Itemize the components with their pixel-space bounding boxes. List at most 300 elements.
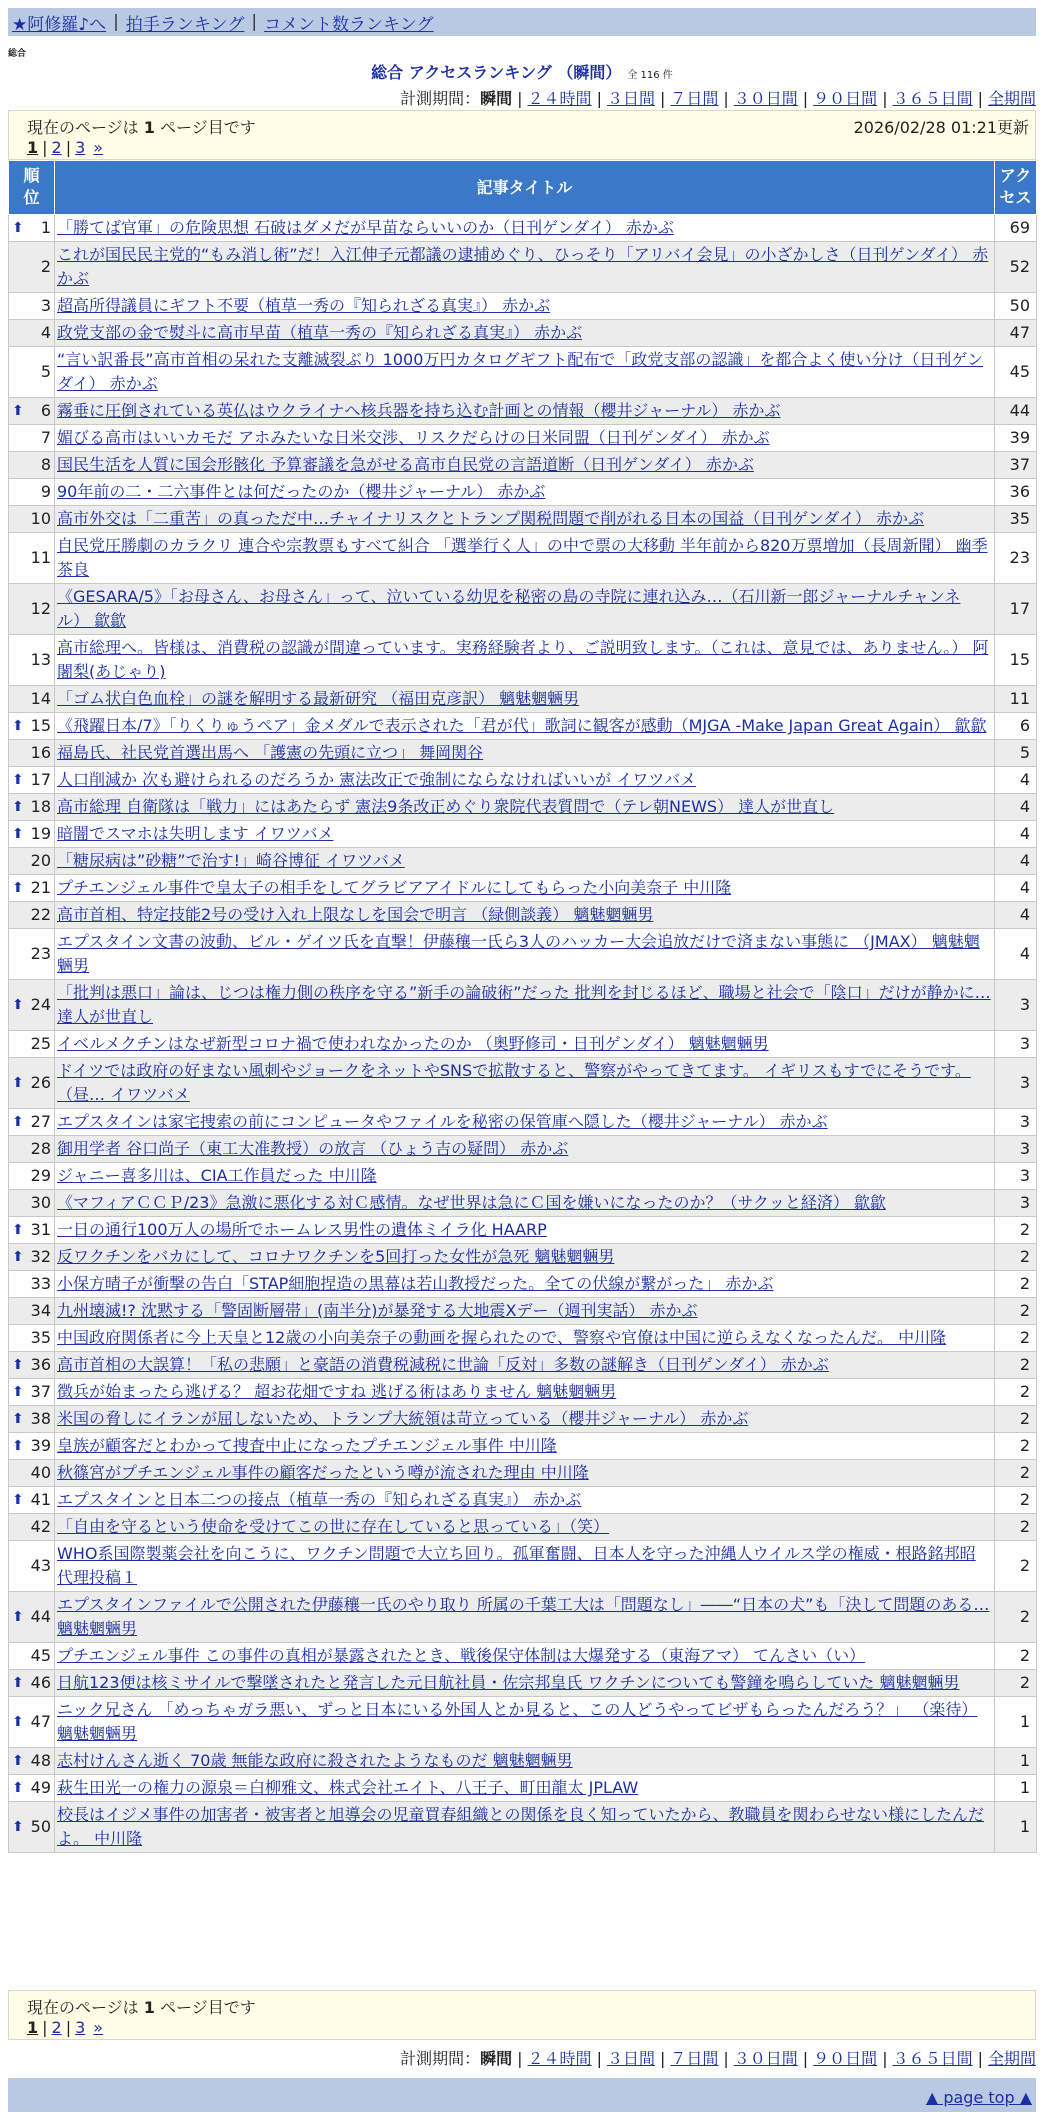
article-link[interactable]: 人口削減か 次も避けられるのだろうか 憲法改正で強制にならなければいいが イワツバメ bbox=[57, 770, 696, 789]
page-link-2[interactable]: 2 bbox=[51, 138, 62, 157]
rank-cell bbox=[9, 635, 55, 686]
article-link[interactable]: 《マフィアＣＣＰ/23》急激に悪化する対Ｃ感情。なぜ世界は急にＣ国を嫌いになったのか？（サクッと経済） 歙歙 bbox=[57, 1193, 886, 1212]
title-cell bbox=[55, 242, 995, 293]
rank-number: 38 bbox=[30, 1409, 51, 1428]
access-count: 3 bbox=[995, 1163, 1037, 1190]
article-link[interactable]: 「批判は悪口」論は、じつは権力側の秩序を守る”新手の論破術”だった 批判を封じるほど、職場と社会で「陰口」だけが静かに… 達人が世直し bbox=[57, 983, 991, 1026]
rank-cell bbox=[9, 506, 55, 533]
rank-number: 4 bbox=[40, 323, 51, 342]
period-link-1[interactable]: ３日間 bbox=[606, 2049, 655, 2068]
article-link[interactable]: 九州壊滅!? 沈黙する「警固断層帯」(南半分)が暴発する大地震Xデー（週刊実話） 赤かぶ bbox=[57, 1301, 698, 1320]
table-row bbox=[9, 506, 1037, 533]
pagination-top: 1 | 2 | 3 » bbox=[27, 138, 104, 157]
access-count: 4 bbox=[995, 794, 1037, 821]
access-count: 3 bbox=[995, 1190, 1037, 1217]
access-count: 4 bbox=[995, 848, 1037, 875]
rank-number: 27 bbox=[30, 1112, 51, 1131]
rank-number: 16 bbox=[30, 743, 51, 762]
period-link-4[interactable]: ９０日間 bbox=[813, 2049, 878, 2068]
title-cell bbox=[55, 398, 995, 425]
rank-cell bbox=[9, 980, 55, 1031]
article-link[interactable]: 秋篠宮がプチエンジェル事件の顧客だったという噂が流された理由 中川隆 bbox=[57, 1463, 589, 1482]
title-cell bbox=[55, 1643, 995, 1670]
title-cell bbox=[55, 821, 995, 848]
title-header: 記事タイトル bbox=[55, 161, 995, 215]
title-cell bbox=[55, 686, 995, 713]
table-row bbox=[9, 584, 1037, 635]
rank-cell bbox=[9, 479, 55, 506]
title-cell bbox=[55, 1352, 995, 1379]
title-cell bbox=[55, 1802, 995, 1853]
article-link[interactable]: 《飛躍日本/7》「りくりゅうペア」金メダルで表示された「君が代」歌詞に観客が感動（MJGA -Make Japan Great Again） 歙歙 bbox=[57, 716, 987, 735]
article-link[interactable]: 高市首相、特定技能2号の受け入れ上限なしを国会で明言 （緑側談義） 魑魅魍魎男 bbox=[57, 905, 654, 924]
table-row bbox=[9, 929, 1037, 980]
article-link[interactable]: プチエンジェル事件で皇太子の相手をしてグラビアアイドルにしてもらった小向美奈子 中川隆 bbox=[57, 878, 732, 897]
rank-cell bbox=[9, 1775, 55, 1802]
access-count: 1 bbox=[995, 1748, 1037, 1775]
access-count: 1 bbox=[995, 1697, 1037, 1748]
current-page: 1 bbox=[27, 2018, 39, 2037]
rank-number: 40 bbox=[30, 1463, 51, 1482]
table-row bbox=[9, 1298, 1037, 1325]
rank-cell bbox=[9, 398, 55, 425]
rank-cell bbox=[9, 1541, 55, 1592]
rank-up-arrow-icon: ⬆ bbox=[12, 826, 24, 842]
page-title-row bbox=[0, 60, 1044, 83]
article-link[interactable]: “言い訳番長”高市首相の呆れた支離滅裂ぶり 1000万円カタログギフト配布で「政党支部の認識」を都合よく使い分け（日刊ゲンダイ） 赤かぶ bbox=[57, 350, 984, 393]
access-count: 3 bbox=[995, 1058, 1037, 1109]
title-cell bbox=[55, 1487, 995, 1514]
rank-number: 6 bbox=[40, 401, 51, 420]
rank-number: 21 bbox=[30, 878, 51, 897]
rank-up-arrow-icon: ⬆ bbox=[12, 1609, 24, 1625]
rank-cell bbox=[9, 1325, 55, 1352]
table-row bbox=[9, 794, 1037, 821]
article-link[interactable]: 高市首相の大誤算！「私の悲願」と豪語の消費税減税に世論「反対」多数の謎解き（日刊ゲンダイ） 赤かぶ bbox=[57, 1355, 829, 1374]
access-count: 2 bbox=[995, 1271, 1037, 1298]
title-cell bbox=[55, 347, 995, 398]
table-row bbox=[9, 347, 1037, 398]
section-label: 総合 bbox=[8, 49, 27, 59]
rank-cell bbox=[9, 848, 55, 875]
article-link[interactable]: 福島氏、社民党首選出馬へ 「護憲の先頭に立つ」 舞岡関谷 bbox=[57, 743, 484, 762]
article-link[interactable]: 「自由を守るという使命を受けてこの世に存在していると思っている」（笑） bbox=[57, 1517, 610, 1536]
article-link[interactable]: エプスタインは家宅捜索の前にコンピュータやファイルを秘密の保管庫へ隠した（櫻井ジャーナル） 赤かぶ bbox=[57, 1112, 828, 1131]
access-count: 2 bbox=[995, 1379, 1037, 1406]
rank-up-arrow-icon: ⬆ bbox=[12, 1675, 24, 1691]
period-link-2[interactable]: ７日間 bbox=[670, 2049, 719, 2068]
rank-up-arrow-icon: ⬆ bbox=[12, 403, 24, 419]
ranking-table bbox=[8, 160, 1037, 1853]
footer-bar bbox=[8, 2078, 1036, 2112]
access-count: 52 bbox=[995, 242, 1037, 293]
title-cell bbox=[55, 584, 995, 635]
period-link-6[interactable]: 全期間 bbox=[987, 2049, 1036, 2068]
article-link[interactable]: これが国民民主党的“もみ消し術”だ！入江伸子元都議の逮捕めぐり、ひっそり「アリバイ会見」の小ざかしさ（日刊ゲンダイ） 赤かぶ bbox=[57, 245, 989, 288]
rank-number: 10 bbox=[30, 509, 51, 528]
table-row bbox=[9, 1592, 1037, 1643]
table-row bbox=[9, 1244, 1037, 1271]
rank-cell bbox=[9, 1271, 55, 1298]
access-count: 45 bbox=[995, 347, 1037, 398]
period-link-4[interactable]: ９０日間 bbox=[813, 89, 878, 108]
article-link[interactable]: 一日の通行100万人の場所でホームレス男性の遺体ミイラ化 HAARP bbox=[57, 1220, 547, 1239]
period-link-0[interactable]: ２４時間 bbox=[527, 2049, 592, 2068]
rank-cell bbox=[9, 1670, 55, 1697]
access-count: 1 bbox=[995, 1802, 1037, 1853]
rank-number: 29 bbox=[30, 1166, 51, 1185]
article-link[interactable]: 志村けんさん逝く 70歳 無能な政府に殺されたようなものだ 魑魅魍魎男 bbox=[57, 1751, 573, 1770]
rank-cell bbox=[9, 1487, 55, 1514]
rank-number: 41 bbox=[30, 1490, 51, 1509]
update-timestamp: 2026/02/28 01:21更新 bbox=[853, 118, 1029, 137]
access-count: 2 bbox=[995, 1460, 1037, 1487]
article-link[interactable]: 霧垂に圧倒されている英仏はウクライナへ核兵器を持ち込む計画との情報（櫻井ジャーナル） 赤かぶ bbox=[57, 401, 781, 420]
title-cell bbox=[55, 452, 995, 479]
page-info-bottom bbox=[8, 1990, 1036, 2040]
rank-up-arrow-icon: ⬆ bbox=[12, 1714, 24, 1730]
rank-number: 45 bbox=[30, 1646, 51, 1665]
article-link[interactable]: 萩生田光一の権力の源泉＝白柳雅文、株式会社エイト、八王子、町田龍太 JPLAW bbox=[57, 1778, 639, 1797]
table-row bbox=[9, 1031, 1037, 1058]
rank-number: 12 bbox=[30, 599, 51, 618]
next-page-link[interactable]: » bbox=[93, 2018, 104, 2037]
rank-number: 42 bbox=[30, 1517, 51, 1536]
access-count: 1 bbox=[995, 1775, 1037, 1802]
rank-up-arrow-icon: ⬆ bbox=[12, 880, 24, 896]
rank-cell bbox=[9, 1190, 55, 1217]
title-cell bbox=[55, 1325, 995, 1352]
table-row bbox=[9, 1190, 1037, 1217]
rank-number: 44 bbox=[30, 1607, 51, 1626]
page-link-3[interactable]: 3 bbox=[75, 2018, 86, 2037]
period-label: 計測期間： bbox=[400, 2049, 481, 2068]
rank-number: 2 bbox=[40, 257, 51, 276]
table-row bbox=[9, 1352, 1037, 1379]
page-info-text: 現在のページは 1 ページ目です bbox=[27, 118, 256, 137]
access-count: 2 bbox=[995, 1514, 1037, 1541]
access-count: 2 bbox=[995, 1217, 1037, 1244]
article-link[interactable]: エプスタインと日本二つの接点（植草一秀の『知られざる真実』） 赤かぶ bbox=[57, 1490, 582, 1509]
article-link[interactable]: 《GESARA/5》「お母さん、お母さん」って、泣いている幼児を秘密の島の寺院に連れ込み…（石川新一郎ジャーナルチャンネル） 歙歙 bbox=[57, 587, 961, 630]
access-count: 35 bbox=[995, 506, 1037, 533]
article-link[interactable]: 反ワクチンをバカにして、コロナワクチンを5回打った女性が急死 魑魅魍魎男 bbox=[57, 1247, 615, 1266]
period-selector-top: 計測期間：瞬間 | ２４時間 | ３日間 | ７日間 | ３０日間 | ９０日間 | ３６５日間 | 全期間 bbox=[400, 89, 1036, 108]
table-row bbox=[9, 1433, 1037, 1460]
article-link[interactable]: 政党支部の金で熨斗に高市早苗（植草一秀の『知られざる真実』） 赤かぶ bbox=[57, 323, 583, 342]
article-link[interactable]: 高市総理へ。皆様は、消費税の認識が間違っています。実務経験者より、ご説明致します。（これは、意見では、ありません。） 阿闍梨(あじゃり) bbox=[57, 638, 989, 681]
access-count: 50 bbox=[995, 293, 1037, 320]
page-link-2[interactable]: 2 bbox=[51, 2018, 62, 2037]
period-link-1[interactable]: ３日間 bbox=[606, 89, 655, 108]
title-cell bbox=[55, 1592, 995, 1643]
rank-number: 50 bbox=[30, 1817, 51, 1836]
rank-cell bbox=[9, 1643, 55, 1670]
rank-number: 47 bbox=[30, 1712, 51, 1731]
rank-cell bbox=[9, 1244, 55, 1271]
title-cell bbox=[55, 1697, 995, 1748]
table-row bbox=[9, 740, 1037, 767]
period-link-5[interactable]: ３６５日間 bbox=[892, 89, 973, 108]
rank-cell bbox=[9, 1514, 55, 1541]
rank-cell bbox=[9, 1406, 55, 1433]
rank-number: 48 bbox=[30, 1751, 51, 1770]
rank-cell bbox=[9, 1748, 55, 1775]
table-row bbox=[9, 1163, 1037, 1190]
rank-header: 順位 bbox=[9, 161, 55, 215]
total-count: 全 116 件 bbox=[627, 70, 673, 81]
title-cell bbox=[55, 1190, 995, 1217]
period-link-3[interactable]: ３０日間 bbox=[733, 2049, 798, 2068]
rank-number: 30 bbox=[30, 1193, 51, 1212]
rank-cell bbox=[9, 1352, 55, 1379]
period-link-3[interactable]: ３０日間 bbox=[733, 89, 798, 108]
article-link[interactable]: 「勝てば官軍」の危険思想 石破はダメだが早苗ならいいのか（日刊ゲンダイ） 赤かぶ bbox=[57, 218, 674, 237]
article-link[interactable]: 御用学者 谷口尚子（東工大准教授）の放言 （ひょう吉の疑問） 赤かぶ bbox=[57, 1139, 569, 1158]
title-cell bbox=[55, 320, 995, 347]
table-row bbox=[9, 1058, 1037, 1109]
next-page-link[interactable]: » bbox=[93, 138, 104, 157]
rank-up-arrow-icon: ⬆ bbox=[12, 1357, 24, 1373]
table-row bbox=[9, 980, 1037, 1031]
access-count: 4 bbox=[995, 767, 1037, 794]
title-cell bbox=[55, 533, 995, 584]
article-link[interactable]: プチエンジェル事件 この事件の真相が暴露されたとき、戦後保守体制は大爆発する（東海アマ） てんさい（い） bbox=[57, 1646, 866, 1665]
table-row bbox=[9, 848, 1037, 875]
rank-number: 26 bbox=[30, 1073, 51, 1092]
rank-up-arrow-icon: ⬆ bbox=[12, 997, 24, 1013]
access-count: 47 bbox=[995, 320, 1037, 347]
page-link-3[interactable]: 3 bbox=[75, 138, 86, 157]
title-cell bbox=[55, 1136, 995, 1163]
rank-number: 32 bbox=[30, 1247, 51, 1266]
access-count: 39 bbox=[995, 425, 1037, 452]
title-cell bbox=[55, 848, 995, 875]
title-cell bbox=[55, 929, 995, 980]
access-count: 4 bbox=[995, 902, 1037, 929]
article-link[interactable]: 国民生活を人質に国会形骸化 予算審議を急がせる高市自民党の言語道断（日刊ゲンダイ） 赤かぶ bbox=[57, 455, 754, 474]
title-cell bbox=[55, 902, 995, 929]
title-cell bbox=[55, 767, 995, 794]
table-row bbox=[9, 875, 1037, 902]
table-row bbox=[9, 242, 1037, 293]
access-count: 69 bbox=[995, 215, 1037, 242]
rank-cell bbox=[9, 1592, 55, 1643]
article-link[interactable]: 中国政府関係者に今上天皇と12歳の小向美奈子の動画を握られたので、警察や官僚は中国に逆らえなくなったんだ。 中川隆 bbox=[57, 1328, 947, 1347]
article-link[interactable]: 高市外交は「二重苦」の真っただ中…チャイナリスクとトランプ関税問題で削がれる日本の国益（日刊ゲンダイ） 赤かぶ bbox=[57, 509, 925, 528]
access-count: 6 bbox=[995, 713, 1037, 740]
period-link-6[interactable]: 全期間 bbox=[987, 89, 1036, 108]
table-row bbox=[9, 479, 1037, 506]
article-link[interactable]: 皇族が顧客だとわかって捜査中止になったプチエンジェル事件 中川隆 bbox=[57, 1436, 557, 1455]
nav-separator: | bbox=[113, 12, 119, 32]
rank-up-arrow-icon: ⬆ bbox=[12, 1384, 24, 1400]
title-cell bbox=[55, 293, 995, 320]
rank-up-arrow-icon: ⬆ bbox=[12, 1411, 24, 1427]
article-link[interactable]: ドイツでは政府の好まない風刺やジョークをネットやSNSで拡散すると、警察がやってきてます。 イギリスもすでにそうです。（昼… イワツバメ bbox=[57, 1061, 971, 1104]
period-link-0[interactable]: ２４時間 bbox=[527, 89, 592, 108]
table-row bbox=[9, 1541, 1037, 1592]
access-count: 4 bbox=[995, 929, 1037, 980]
rank-number: 5 bbox=[40, 362, 51, 381]
access-count: 2 bbox=[995, 1298, 1037, 1325]
rank-up-arrow-icon: ⬆ bbox=[12, 1222, 24, 1238]
access-count: 2 bbox=[995, 1244, 1037, 1271]
nav-separator: | bbox=[251, 12, 258, 32]
rank-number: 28 bbox=[30, 1139, 51, 1158]
table-row bbox=[9, 635, 1037, 686]
rank-number: 43 bbox=[30, 1556, 51, 1575]
rank-up-arrow-icon: ⬆ bbox=[12, 799, 24, 815]
title-cell bbox=[55, 740, 995, 767]
rank-up-arrow-icon: ⬆ bbox=[12, 1075, 24, 1091]
period-link-5[interactable]: ３６５日間 bbox=[892, 2049, 973, 2068]
rank-up-arrow-icon: ⬆ bbox=[12, 1438, 24, 1454]
rank-number: 46 bbox=[30, 1673, 51, 1692]
access-count: 15 bbox=[995, 635, 1037, 686]
article-link[interactable]: エプスタイン文書の波動、ビル・ゲイツ氏を直撃！伊藤穰一氏ら3人のハッカー大会追放だけで済まない事態に （JMAX） 魑魅魍魎男 bbox=[57, 932, 980, 975]
title-cell bbox=[55, 1460, 995, 1487]
article-link[interactable]: 米国の脅しにイランが屈しないため、トランプ大統領は苛立っている（櫻井ジャーナル） 赤かぶ bbox=[57, 1409, 749, 1428]
access-count: 2 bbox=[995, 1433, 1037, 1460]
rank-up-arrow-icon: ⬆ bbox=[12, 1249, 24, 1265]
table-row bbox=[9, 215, 1037, 242]
rank-cell bbox=[9, 713, 55, 740]
article-link[interactable]: 超高所得議員にギフト不要（植草一秀の『知られざる真実』） 赤かぶ bbox=[57, 296, 551, 315]
table-row bbox=[9, 1217, 1037, 1244]
rank-cell bbox=[9, 740, 55, 767]
access-count: 3 bbox=[995, 1031, 1037, 1058]
home-link[interactable]: ★阿修羅♪へ bbox=[12, 14, 107, 35]
rank-cell bbox=[9, 320, 55, 347]
title-cell bbox=[55, 1748, 995, 1775]
period-selector-bottom: 計測期間：瞬間 | ２４時間 | ３日間 | ７日間 | ３０日間 | ９０日間 | ３６５日間 | 全期間 bbox=[400, 2049, 1036, 2068]
access-count: 2 bbox=[995, 1352, 1037, 1379]
article-link[interactable]: イベルメクチンはなぜ新型コロナ禍で使われなかったのか （奥野修司・日刊ゲンダイ） 魑魅魍魎男 bbox=[57, 1034, 769, 1053]
rank-cell bbox=[9, 533, 55, 584]
access-count: 3 bbox=[995, 980, 1037, 1031]
title-cell bbox=[55, 1244, 995, 1271]
article-link[interactable]: 高市総理 自衛隊は「戦力」にはあたらず 憲法9条改正めぐり衆院代表質問で（テレ朝NEWS） 達人が世直し bbox=[57, 797, 835, 816]
article-link[interactable]: 徴兵が始まったら逃げる？ 超お花畑ですね 逃げる術はありません 魑魅魍魎男 bbox=[57, 1382, 617, 1401]
rank-number: 9 bbox=[40, 482, 51, 501]
access-count: 3 bbox=[995, 1136, 1037, 1163]
title-cell bbox=[55, 1109, 995, 1136]
comment-ranking-link[interactable]: コメント数ランキング bbox=[264, 14, 434, 35]
rank-cell bbox=[9, 242, 55, 293]
article-link[interactable]: 媚びる高市はいいカモだ アホみたいな日米交渉、リスクだらけの日米同盟（日刊ゲンダイ） 赤かぶ bbox=[57, 428, 770, 447]
rank-cell bbox=[9, 293, 55, 320]
access-count: 4 bbox=[995, 821, 1037, 848]
rank-number: 1 bbox=[40, 218, 51, 237]
rank-cell bbox=[9, 1697, 55, 1748]
title-cell bbox=[55, 1031, 995, 1058]
table-row bbox=[9, 1697, 1037, 1748]
top-nav-bar bbox=[8, 8, 1036, 36]
article-link[interactable]: 90年前の二・二六事件とは何だったのか（櫻井ジャーナル） 赤かぶ bbox=[57, 482, 546, 501]
table-row bbox=[9, 452, 1037, 479]
table-row bbox=[9, 821, 1037, 848]
rank-number: 49 bbox=[30, 1778, 51, 1797]
table-row bbox=[9, 713, 1037, 740]
title-cell bbox=[55, 1379, 995, 1406]
table-row bbox=[9, 320, 1037, 347]
rank-up-arrow-icon: ⬆ bbox=[12, 772, 24, 788]
access-count: 37 bbox=[995, 452, 1037, 479]
rank-cell bbox=[9, 584, 55, 635]
title-cell bbox=[55, 1217, 995, 1244]
rank-cell bbox=[9, 902, 55, 929]
table-row bbox=[9, 1802, 1037, 1853]
rank-number: 18 bbox=[30, 797, 51, 816]
title-cell bbox=[55, 479, 995, 506]
rank-number: 13 bbox=[30, 650, 51, 669]
title-cell bbox=[55, 713, 995, 740]
table-row bbox=[9, 1406, 1037, 1433]
rank-cell bbox=[9, 767, 55, 794]
title-cell bbox=[55, 1298, 995, 1325]
table-row bbox=[9, 1271, 1037, 1298]
table-row bbox=[9, 425, 1037, 452]
article-link[interactable]: 「ゴム状白色血栓」の謎を解明する最新研究 （福田克彦訳） 魑魅魍魎男 bbox=[57, 689, 580, 708]
table-row bbox=[9, 1379, 1037, 1406]
rank-cell bbox=[9, 215, 55, 242]
article-link[interactable]: エプスタインファイルで公開された伊藤穰一氏のやり取り 所属の千葉工大は「問題なし」――“日本の犬”も「決して問題のある… 魑魅魍魎男 bbox=[57, 1595, 990, 1638]
rank-up-arrow-icon: ⬆ bbox=[12, 1492, 24, 1508]
period-link-2[interactable]: ７日間 bbox=[670, 89, 719, 108]
article-link[interactable]: 暗闇でスマホは失明します イワツバメ bbox=[57, 824, 334, 843]
table-row bbox=[9, 1460, 1037, 1487]
article-link[interactable]: WHO系国際製薬会社を向こうに、ワクチン問題で大立ち回り。孤軍奮闘、日本人を守った沖縄人ウイルス学の権威・根路銘邦昭 代理投稿１ bbox=[57, 1544, 976, 1587]
rank-number: 31 bbox=[30, 1220, 51, 1239]
title-cell bbox=[55, 1163, 995, 1190]
article-link[interactable]: ジャニー喜多川は、CIA工作員だった 中川隆 bbox=[57, 1166, 377, 1185]
access-count: 44 bbox=[995, 398, 1037, 425]
article-link[interactable]: 小保方晴子が衝撃の告白「STAP細胞捏造の黒幕は若山教授だった。全ての伏線が繋がった」 赤かぶ bbox=[57, 1274, 774, 1293]
page-info-text: 現在のページは 1 ページ目です bbox=[27, 1998, 256, 2017]
title-cell bbox=[55, 1670, 995, 1697]
title-cell bbox=[55, 215, 995, 242]
rank-up-arrow-icon: ⬆ bbox=[12, 1114, 24, 1130]
access-count: 23 bbox=[995, 533, 1037, 584]
article-link[interactable]: 校長はイジメ事件の加害者・被害者と旭導会の児童買春組織との関係を良く知っていたから、教職員を関わらせない様にしたんだよ。 中川隆 bbox=[57, 1805, 985, 1848]
rank-number: 15 bbox=[30, 716, 51, 735]
clap-ranking-link[interactable]: 拍手ランキング bbox=[125, 14, 245, 35]
rank-cell bbox=[9, 452, 55, 479]
table-row bbox=[9, 1136, 1037, 1163]
page-top-link[interactable]: ▲ page top ▲ bbox=[925, 2088, 1032, 2107]
access-count: 2 bbox=[995, 1670, 1037, 1697]
table-row bbox=[9, 1325, 1037, 1352]
article-link[interactable]: 「糖尿病は”砂糖”で治す!」崎谷博征 イワツバメ bbox=[57, 851, 405, 870]
rank-cell bbox=[9, 1802, 55, 1853]
access-count: 4 bbox=[995, 875, 1037, 902]
rank-cell bbox=[9, 425, 55, 452]
rank-cell bbox=[9, 1163, 55, 1190]
rank-cell bbox=[9, 875, 55, 902]
table-row bbox=[9, 1109, 1037, 1136]
table-row bbox=[9, 398, 1037, 425]
rank-number: 19 bbox=[30, 824, 51, 843]
page-title: 総合 アクセスランキング （瞬間） bbox=[371, 63, 622, 82]
rank-cell bbox=[9, 1217, 55, 1244]
article-link[interactable]: 日航123便は核ミサイルで撃墜されたと発言した元日航社員・佐宗邦皇氏 ワクチンについても警鐘を鳴らしていた 魑魅魍魎男 bbox=[57, 1673, 960, 1692]
rank-cell bbox=[9, 1031, 55, 1058]
article-link[interactable]: ニック兄さん 「めっちゃガラ悪い、ずっと日本にいる外国人とか見ると、この人どうやってビザもらったんだろう？」 （楽待） 魑魅魍魎男 bbox=[57, 1700, 978, 1743]
article-link[interactable]: 自民党圧勝劇のカラクリ 連合や宗教票もすべて糾合 「選挙行く人」の中で票の大移動 半年前から820万票増加（長周新聞） 幽季 茶良 bbox=[57, 536, 988, 579]
rank-number: 25 bbox=[30, 1034, 51, 1053]
title-cell bbox=[55, 1271, 995, 1298]
